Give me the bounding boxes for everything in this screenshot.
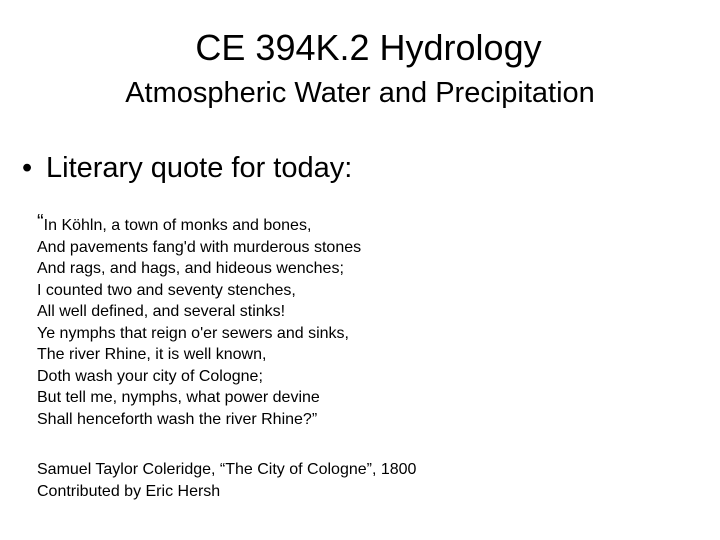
open-quote-mark: “ — [37, 211, 43, 233]
poem-line: Ye nymphs that reign o'er sewers and sinks, — [37, 324, 349, 342]
poem-line — [37, 212, 361, 237]
poem-line: I counted two and seventy stenches, — [37, 281, 296, 299]
poem-line: The river Rhine, it is well known, — [37, 346, 267, 363]
slide-title: CE 394K.2 Hydrology — [195, 27, 542, 68]
attribution-contributor: Contributed by Eric Hersh — [37, 483, 221, 500]
bullet-item — [22, 150, 352, 186]
bullet-text: Literary quote for today: — [46, 152, 353, 184]
poem-quote — [37, 212, 361, 430]
poem-line: And rags, and hags, and hideous wenches; — [37, 260, 344, 277]
attribution-source: Samuel Taylor Coleridge, “The City of Cologne”, 1800 — [37, 461, 417, 478]
poem-line-text: In Köhln, a town of monks and bones, — [43, 217, 312, 234]
poem-line: Doth wash your city of Cologne; — [37, 367, 263, 385]
attribution — [37, 459, 416, 503]
slide-subtitle: Atmospheric Water and Precipitation — [125, 77, 595, 109]
bullet-icon: • — [22, 152, 33, 184]
poem-line: Shall henceforth wash the river Rhine?” — [37, 410, 318, 428]
poem-line: But tell me, nymphs, what power devine — [37, 389, 320, 406]
poem-line: And pavements fang'd with murderous stones — [37, 238, 362, 256]
poem-line: All well defined, and several stinks! — [37, 303, 286, 320]
